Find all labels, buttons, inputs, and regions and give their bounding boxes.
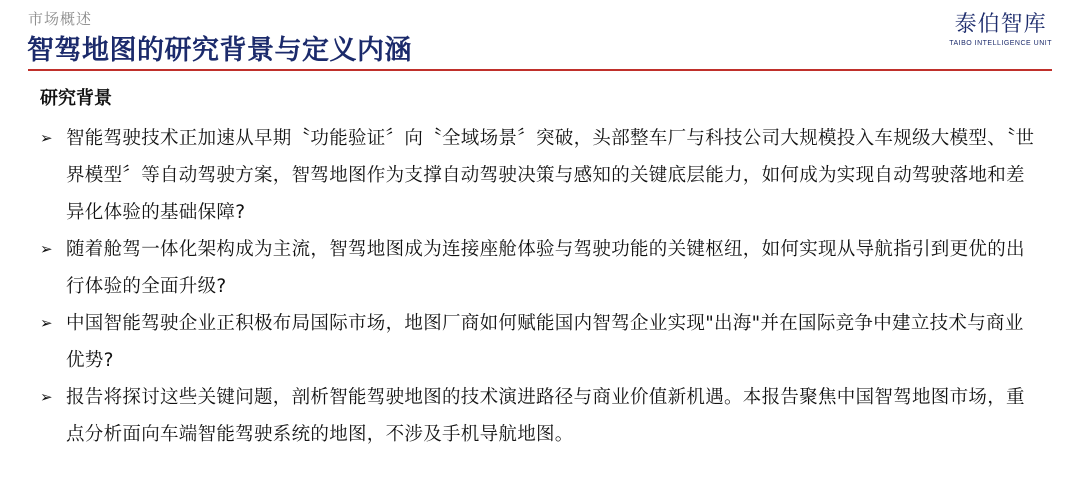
- bullet-list: [40, 120, 1040, 453]
- triangle-right-icon: ➢: [40, 314, 53, 332]
- triangle-right-icon: ➢: [40, 129, 53, 147]
- bullet-item: [40, 305, 1040, 379]
- page-header: [0, 0, 1080, 72]
- bullet-item: [40, 379, 1040, 453]
- header-divider: [28, 69, 1052, 71]
- brand-name: 泰伯智库: [954, 12, 1047, 37]
- bullet-item: [40, 120, 1040, 231]
- brand-subtitle: TAIBO INTELLIGENCE UNIT: [949, 40, 1052, 47]
- triangle-right-icon: ➢: [40, 240, 53, 258]
- triangle-right-icon: ➢: [40, 388, 53, 406]
- bullet-text: 报告将探讨这些关键问题，剖析智能驾驶地图的技术演进路径与商业价值新机遇。本报告聚焦中国智驾地图市场，重点分析面向车端智能驾驶系统的地图，不涉及手机导航地图。: [66, 387, 1025, 445]
- bullet-text: 随着舱驾一体化架构成为主流，智驾地图成为连接座舱体验与驾驶功能的关键枢纽，如何实现从导航指引到更优的出行体验的全面升级?: [66, 239, 1025, 297]
- brand-logo: [949, 12, 1052, 47]
- content-area: [40, 84, 1040, 453]
- section-label: 市场概述: [28, 10, 93, 28]
- bullet-item: [40, 231, 1040, 305]
- page-title: 智驾地图的研究背景与定义内涵: [27, 35, 412, 66]
- bullet-text: 智能驾驶技术正加速从早期〝功能验证〞向〝全域场景〞突破，头部整车厂与科技公司大规模投入车规级大模型、〝世界模型〞等自动驾驶方案，智驾地图作为支撑自动驾驶决策与感知的关键底层能力，如何成为实现自动驾驶落地和差异化体验的基础保障?: [66, 128, 1035, 223]
- bullet-text: 中国智能驾驶企业正积极布局国际市场，地图厂商如何赋能国内智驾企业实现"出海"并在国际竞争中建立技术与商业优势?: [66, 313, 1024, 371]
- content-heading: 研究背景: [40, 88, 112, 109]
